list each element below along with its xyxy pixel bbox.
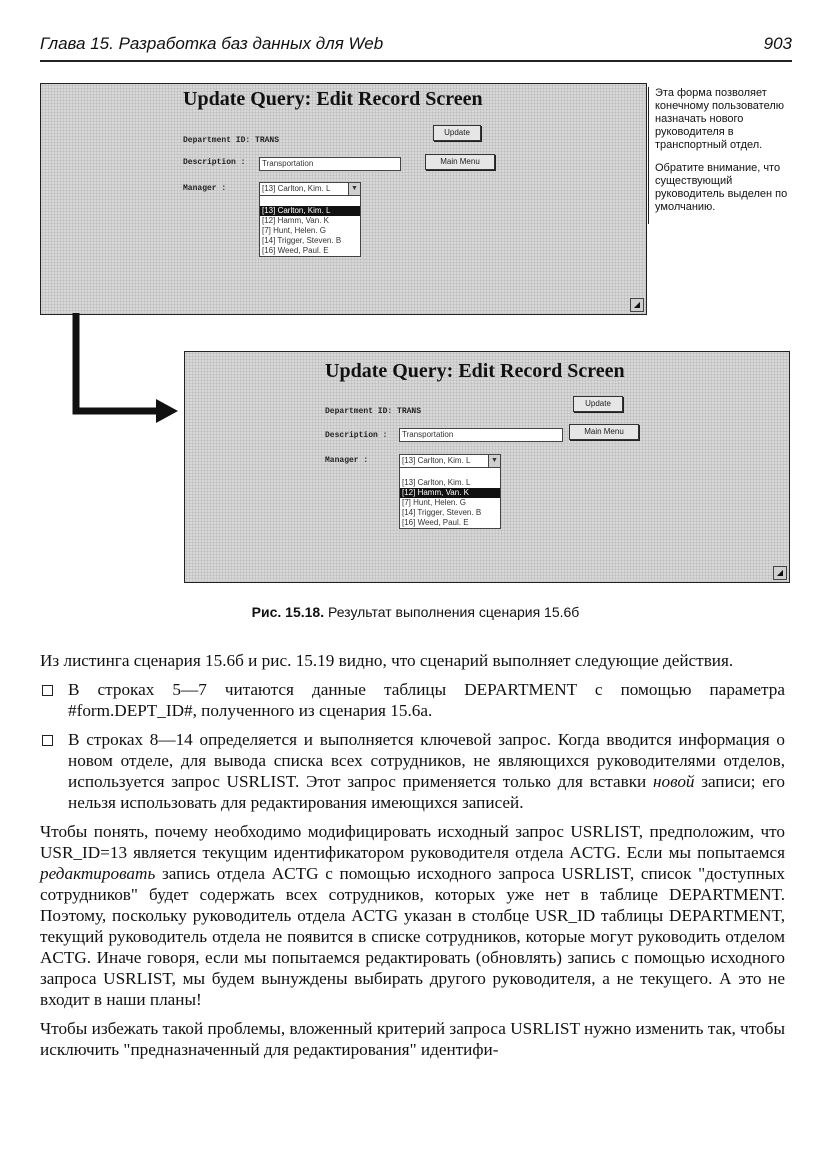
paragraph: Чтобы избежать такой проблемы, вложенный критерий запроса USRLIST нужно изменить так, чтобы исключить "предназначенный для редактирования" идентифи- bbox=[40, 1019, 785, 1059]
note-paragraph: Эта форма позволяет конечному пользователю назначать нового руководителя в транспортный отдел. bbox=[655, 87, 784, 151]
caption-text: Результат выполнения сценария 15.6б bbox=[327, 604, 580, 620]
option-item[interactable]: [13] Carlton, Kim. L bbox=[402, 478, 471, 487]
scroll-corner-icon[interactable]: ◢ bbox=[773, 566, 787, 580]
department-label: Department ID: TRANS bbox=[183, 136, 280, 145]
option-item[interactable]: [14] Trigger, Steven. B bbox=[262, 236, 342, 245]
option-item[interactable]: [13] Carlton, Kim. L bbox=[260, 206, 360, 216]
option-item[interactable] bbox=[400, 468, 500, 478]
figure bbox=[40, 83, 790, 583]
option-item[interactable]: [7] Hunt, Helen. G bbox=[402, 498, 467, 507]
department-value: TRANS bbox=[397, 407, 422, 416]
manager-label: Manager : bbox=[183, 184, 227, 193]
emphasis: новой bbox=[652, 772, 695, 791]
checkbox-bullet-icon bbox=[42, 735, 53, 746]
emphasis: редактировать bbox=[40, 864, 156, 883]
screenshot-bottom bbox=[184, 351, 790, 583]
option-item[interactable]: [7] Hunt, Helen. G bbox=[262, 226, 327, 235]
list-item: В строках 5—7 читаются данные таблицы DEPARTMENT с помощью параметра #form.DEPT_ID#, полученного из сценария 15.6а. bbox=[40, 679, 785, 721]
figure-caption bbox=[0, 604, 831, 620]
note-paragraph: Обратите внимание, что существующий руководитель выделен по умолчанию. bbox=[655, 162, 788, 213]
option-item[interactable]: [12] Hamm, Van. K bbox=[262, 216, 329, 225]
chevron-down-icon: ▼ bbox=[348, 183, 360, 195]
manager-options bbox=[259, 195, 361, 257]
manager-select[interactable]: [13] Carlton, Kim. L ▼ bbox=[399, 454, 501, 468]
chevron-down-icon: ▼ bbox=[488, 455, 500, 467]
paragraph: Чтобы понять, почему необходимо модифицировать исходный запрос USRLIST, предположим, что USR_ID=13 является текущим идентификатором руководителя отдела ACTG. Если мы попытаемся редактировать запись отдела ACTG с помощью исходного запроса USRLIST, список "доступных сотрудников" будет содержать всех сотрудников, которых уже нет в таблице DEPARTMENT. Поэтому, поскольку руководитель отдела ACTG указан в столбце USR_ID таблицы DEPARTMENT, текущий руководитель отдела не появится в списке сотрудников, которые могут руководить отделом ACTG. Иначе говоря, если мы попытаемся редактировать (обновлять) запись с помощью исходного запроса USRLIST, мы будем вынуждены выбирать другого руководителя, а не текущего. А это не входит в наши планы! bbox=[40, 822, 785, 1009]
description-label: Description : bbox=[325, 431, 388, 440]
screen-title: Update Query: Edit Record Screen bbox=[325, 360, 625, 382]
checkbox-bullet-icon bbox=[42, 685, 53, 696]
caption-label: Рис. 15.18. bbox=[251, 604, 325, 620]
manager-select[interactable]: [13] Carlton, Kim. L ▼ bbox=[259, 182, 361, 196]
running-header bbox=[40, 34, 792, 62]
description-label: Description : bbox=[183, 158, 246, 167]
main-menu-button[interactable]: Main Menu bbox=[569, 424, 639, 440]
main-menu-button[interactable]: Main Menu bbox=[425, 154, 495, 170]
option-item[interactable]: [16] Weed, Paul. E bbox=[402, 518, 469, 527]
manager-options bbox=[399, 467, 501, 529]
update-button[interactable]: Update bbox=[433, 125, 481, 141]
update-button[interactable]: Update bbox=[573, 396, 623, 412]
option-item[interactable]: [12] Hamm, Van. K bbox=[400, 488, 500, 498]
description-input[interactable]: Transportation bbox=[259, 157, 401, 171]
department-label: Department ID: TRANS bbox=[325, 407, 422, 416]
connector-arrow-icon bbox=[40, 83, 200, 443]
option-item[interactable]: [16] Weed, Paul. E bbox=[262, 246, 329, 255]
department-value: TRANS bbox=[255, 136, 280, 145]
scroll-corner-icon[interactable]: ◢ bbox=[630, 298, 644, 312]
list-item: В строках 8—14 определяется и выполняется ключевой запрос. Когда вводится информация о новом отделе, для вывода списка всех сотрудников, не являющихся руководителями отделов, используется запрос USRLIST. Этот запрос применяется только для вставки новой записи; его нельзя использовать для редактирования имеющихся записей. bbox=[40, 729, 785, 813]
description-input[interactable]: Transportation bbox=[399, 428, 563, 442]
body-text bbox=[40, 650, 785, 1068]
option-item[interactable] bbox=[260, 196, 360, 206]
option-item[interactable]: [14] Trigger, Steven. B bbox=[402, 508, 482, 517]
screen-title: Update Query: Edit Record Screen bbox=[183, 88, 483, 110]
page-number: 903 bbox=[763, 34, 792, 53]
annotation-note bbox=[648, 87, 797, 224]
manager-label: Manager : bbox=[325, 456, 369, 465]
paragraph: Из листинга сценария 15.6б и рис. 15.19 видно, что сценарий выполняет следующие действия. bbox=[40, 651, 734, 670]
chapter-title: Глава 15. Разработка баз данных для Web bbox=[40, 34, 384, 53]
